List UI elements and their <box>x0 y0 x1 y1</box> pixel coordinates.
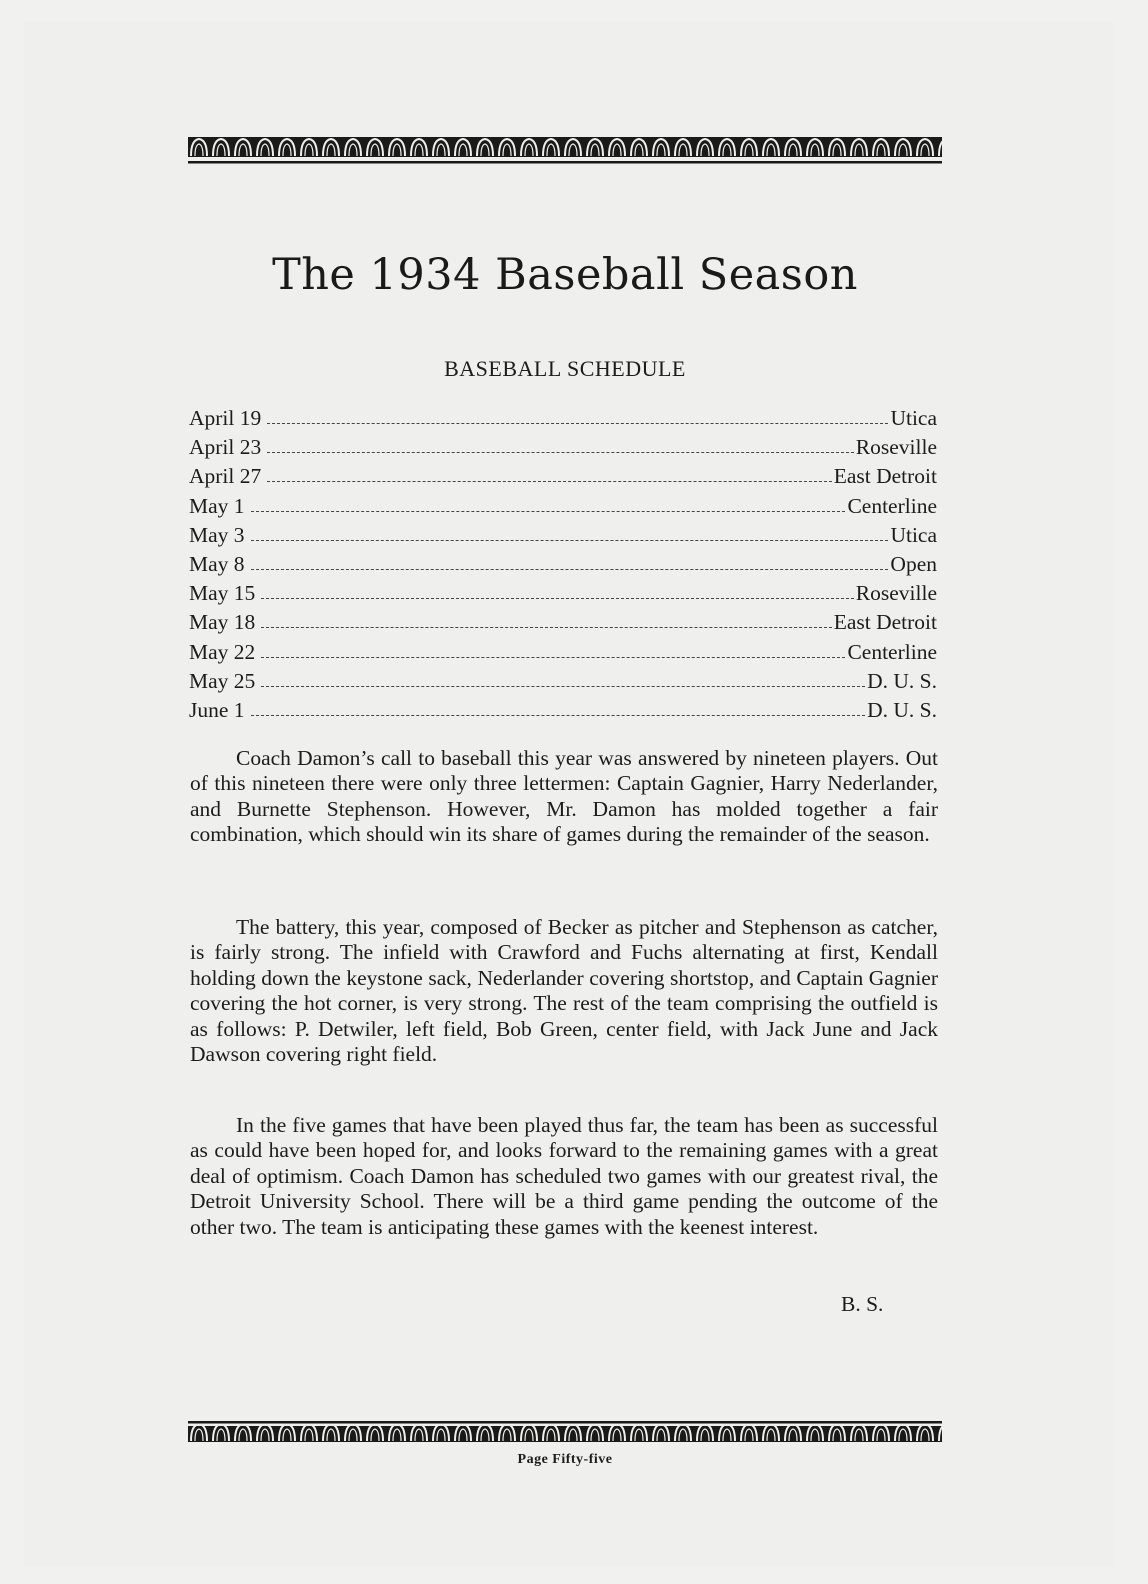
schedule-row <box>189 521 937 550</box>
body-paragraph: Coach Damon’s call to baseball this year was answered by nineteen players. Out of this nineteen there were only three lettermen: Captain Gagnier, Harry Nederlander, and Burnette Stephenson. However, Mr. Damon has molded together a fair combination, which should win its share of games during the remainder of the season. <box>190 746 938 847</box>
schedule-row <box>189 608 937 637</box>
dotted-leader <box>251 540 889 541</box>
schedule-date: April 23 <box>189 435 262 460</box>
schedule-row <box>189 667 937 696</box>
dotted-leader <box>267 481 831 482</box>
schedule-opponent: Roseville <box>855 435 937 460</box>
schedule-row <box>189 433 937 462</box>
schedule-row <box>189 492 937 521</box>
schedule-opponent: Utica <box>890 522 937 547</box>
body-paragraph: The battery, this year, composed of Becker as pitcher and Stephenson as catcher, is fairly strong. The infield with Crawford and Fuchs alternating at first, Kendall holding down the keystone sack, Nederlander covering shortstop, and Captain Gagnier covering the hot corner, is very strong. The rest of the team comprising the outfield is as follows: P. Detwiler, left field, Bob Green, center field, with Jack June and Jack Dawson covering right field. <box>190 915 938 1067</box>
dotted-leader <box>261 686 865 687</box>
schedule-date: May 15 <box>189 581 256 606</box>
dotted-leader <box>261 627 831 628</box>
dotted-leader <box>261 657 845 658</box>
dotted-leader <box>251 569 889 570</box>
schedule-date: June 1 <box>189 697 245 722</box>
schedule-date: May 18 <box>189 610 256 635</box>
schedule-opponent: Centerline <box>847 639 937 664</box>
schedule-row <box>189 404 937 433</box>
schedule-opponent: East Detroit <box>833 464 937 489</box>
schedule-date: May 22 <box>189 639 256 664</box>
schedule-date: May 1 <box>189 493 245 518</box>
top-border-pattern <box>188 135 942 165</box>
schedule-date: May 25 <box>189 668 256 693</box>
schedule-opponent: Open <box>890 551 937 576</box>
schedule-heading: BASEBALL SCHEDULE <box>444 356 686 381</box>
dotted-leader <box>251 511 846 512</box>
schedule-row <box>189 696 937 725</box>
dotted-leader <box>267 452 854 453</box>
schedule-opponent: East Detroit <box>833 610 937 635</box>
schedule-opponent: Utica <box>890 406 937 430</box>
schedule-date: April 19 <box>189 406 262 430</box>
schedule-opponent: Centerline <box>847 493 937 518</box>
page-title: The 1934 Baseball Season <box>272 250 858 300</box>
schedule-row <box>189 638 937 667</box>
top-ornamental-border <box>188 135 942 165</box>
schedule-opponent: D. U. S. <box>867 697 937 722</box>
schedule-date: May 8 <box>189 551 245 576</box>
page-number: Page Fifty-five <box>517 1452 613 1467</box>
schedule-date: April 27 <box>189 464 262 489</box>
dotted-leader <box>251 715 866 716</box>
bottom-border-pattern <box>188 1420 942 1450</box>
schedule-row <box>189 579 937 608</box>
author-signature: B. S. <box>841 1292 884 1316</box>
schedule-list <box>189 404 937 725</box>
schedule-row <box>189 550 937 579</box>
schedule-date: May 3 <box>189 522 245 547</box>
bottom-ornamental-border <box>188 1420 942 1450</box>
dotted-leader <box>267 423 888 424</box>
schedule-opponent: D. U. S. <box>867 668 937 693</box>
schedule-opponent: Roseville <box>855 581 937 606</box>
schedule-row <box>189 462 937 491</box>
dotted-leader <box>261 598 853 599</box>
body-paragraph: In the five games that have been played thus far, the team has been as successful as could have been hoped for, and looks forward to the remaining games with a great deal of optimism. Coach Damon has scheduled two games with our greatest rival, the Detroit University School. There will be a third game pending the outcome of the other two. The team is anticipating these games with the keenest interest. <box>190 1113 938 1239</box>
